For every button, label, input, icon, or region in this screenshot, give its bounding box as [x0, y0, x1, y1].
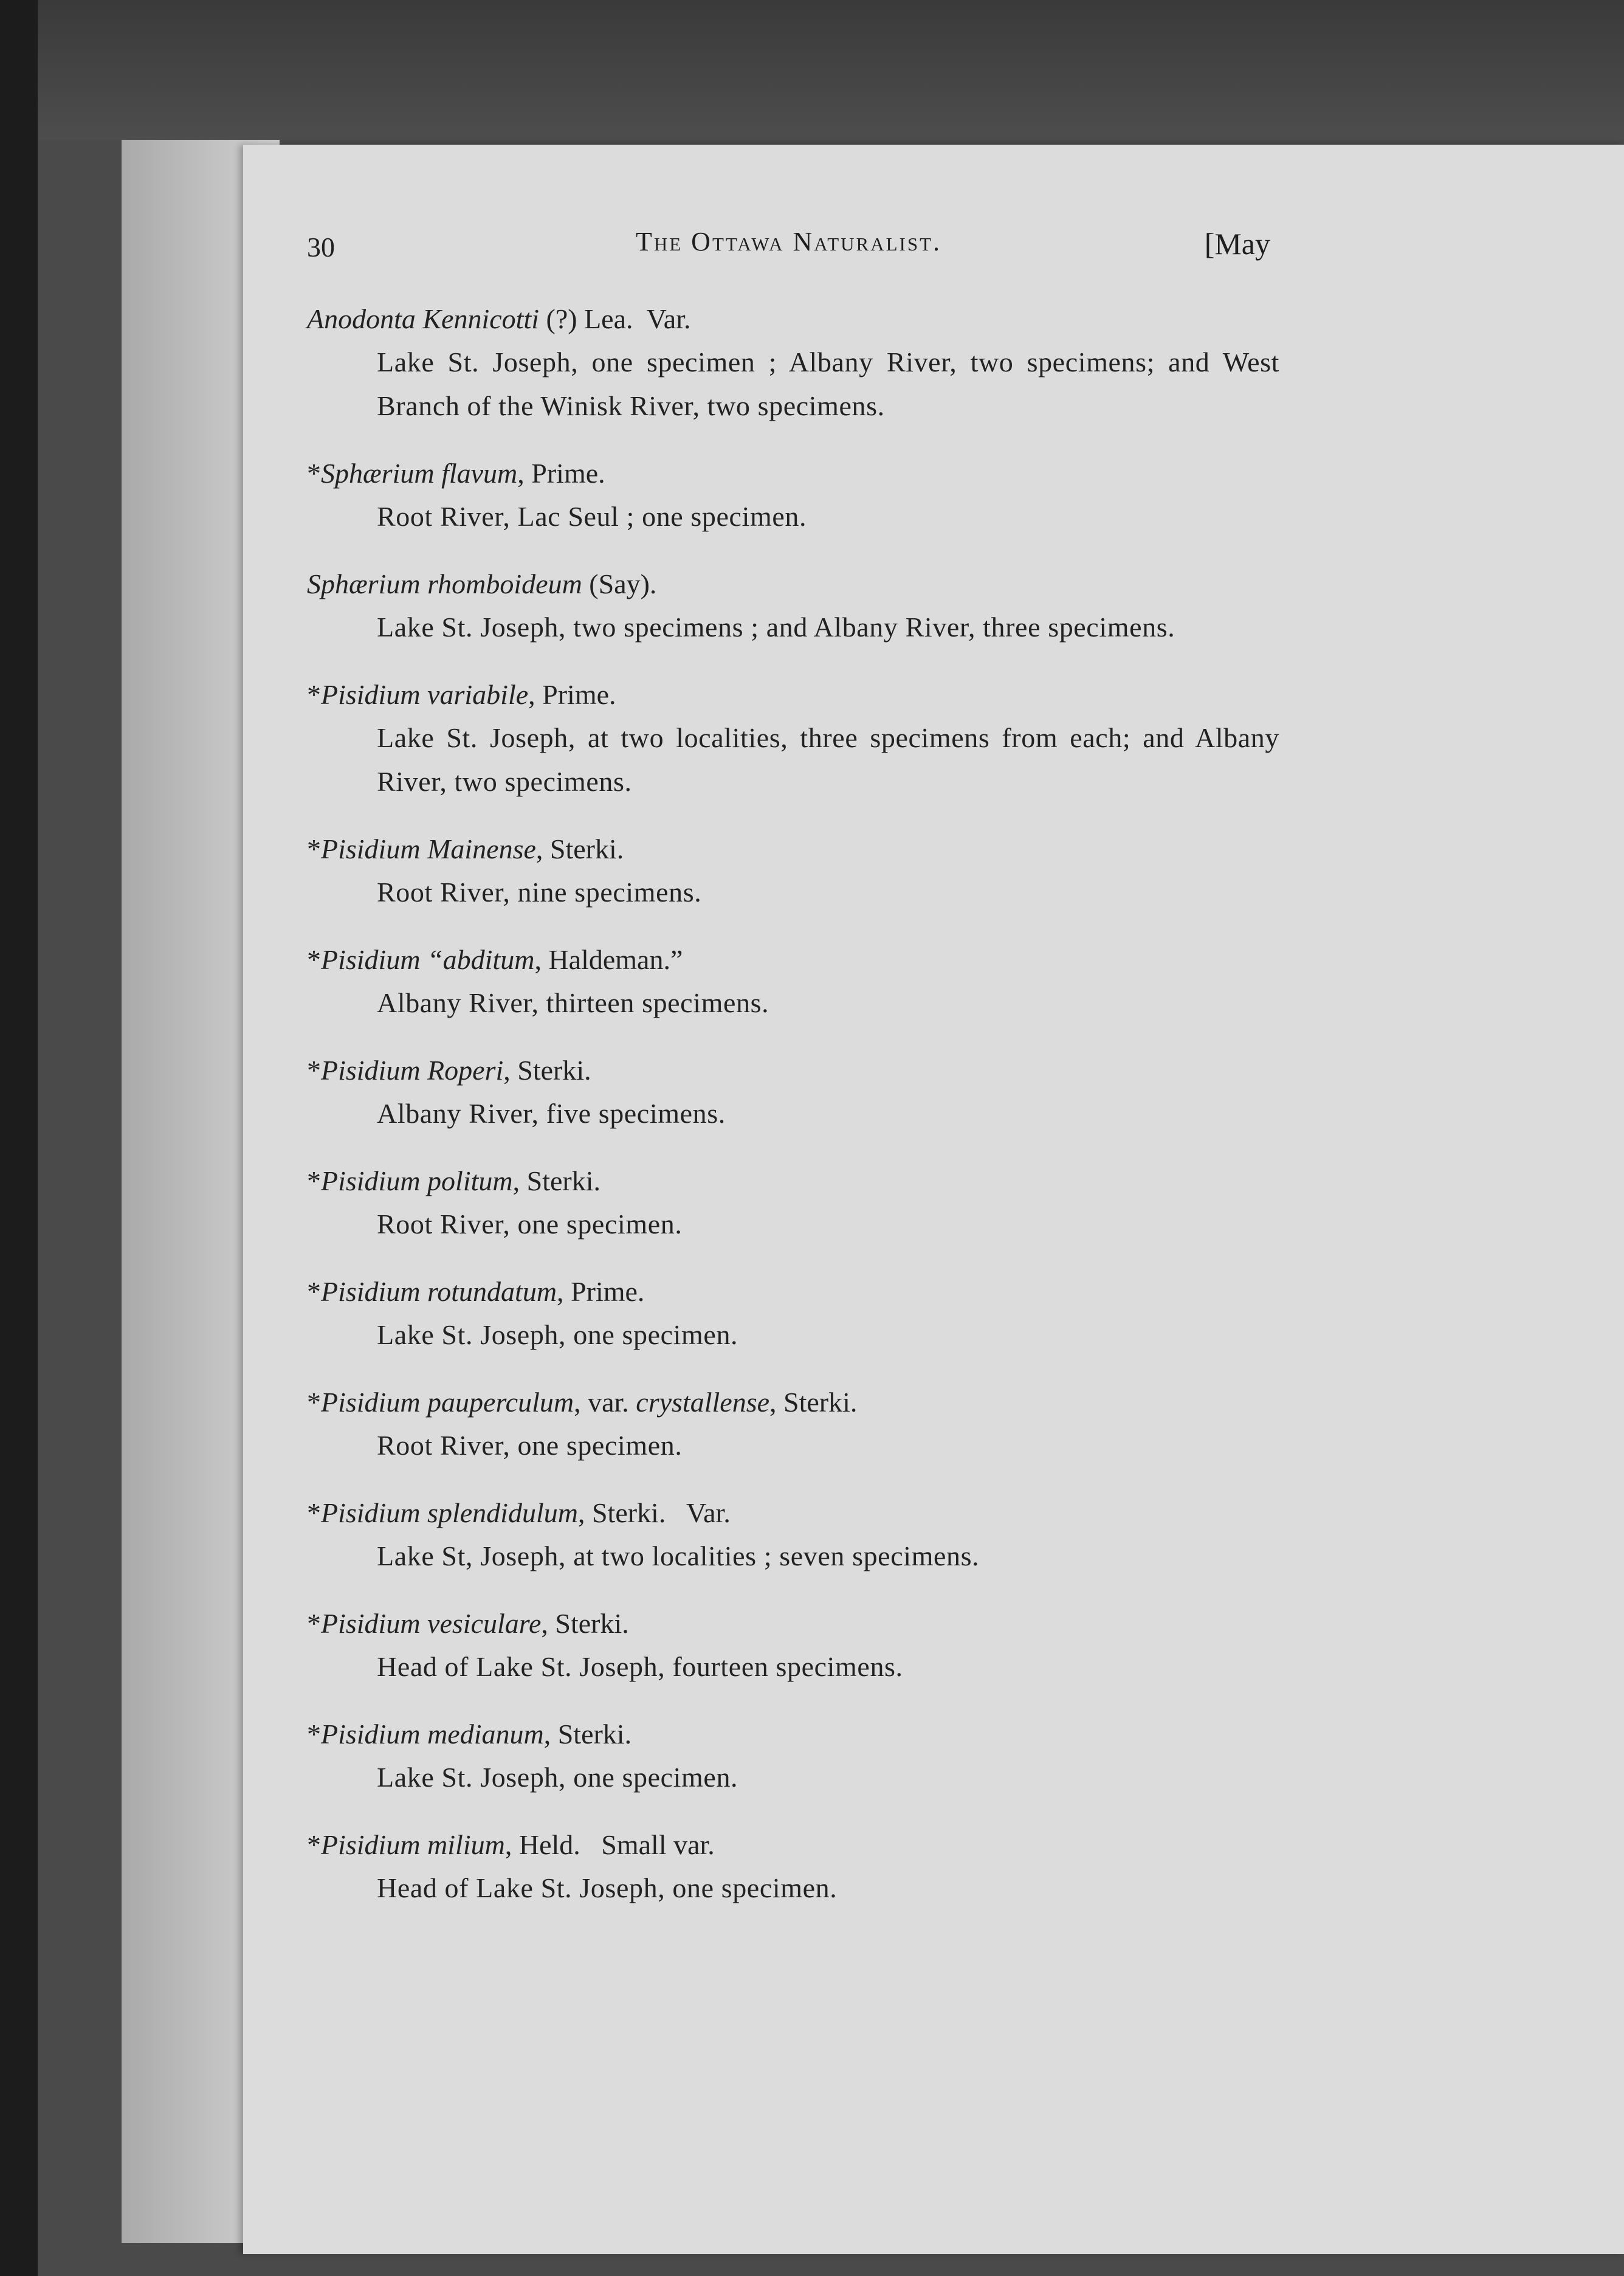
species-heading: [307, 1160, 1279, 1202]
species-authority: , Sterki. Var.: [577, 1497, 731, 1528]
species-entry: [307, 1492, 1279, 1578]
species-authority: , Sterki.: [512, 1165, 601, 1196]
locality-note: Lake St. Joseph, at two localities, three specimens from each; and Albany River, two specimens.: [377, 722, 1279, 797]
new-record-mark: *: [307, 1055, 321, 1086]
new-record-mark: *: [307, 1165, 321, 1196]
species-entry: [307, 1602, 1279, 1689]
species-name: Pisidium Mainense: [321, 833, 536, 864]
locality-note: Lake St. Joseph, one specimen.: [377, 1319, 738, 1350]
species-authority: , Prime.: [528, 679, 616, 710]
species-entry: [307, 563, 1279, 649]
species-authority: , Prime.: [557, 1276, 645, 1307]
species-name: Pisidium splendidulum: [321, 1497, 578, 1528]
running-title: The Ottawa Naturalist.: [635, 227, 942, 257]
species-name: Sphærium flavum: [321, 458, 518, 489]
species-entry: [307, 452, 1279, 539]
species-entry: [307, 674, 1279, 804]
scanner-edge: [0, 0, 38, 2276]
new-record-mark: *: [307, 679, 321, 710]
locality-note: Lake St, Joseph, at two localities ; seven specimens.: [377, 1540, 980, 1571]
species-entry: [307, 828, 1279, 914]
new-record-mark: *: [307, 1497, 321, 1528]
locality-note: Root River, one specimen.: [377, 1209, 683, 1240]
species-entry: [307, 1381, 1279, 1467]
species-authority: , Held. Small var.: [504, 1829, 715, 1860]
species-authority: , Sterki.: [541, 1608, 629, 1639]
locality-note: Lake St. Joseph, two specimens ; and Albany River, three specimens.: [377, 612, 1175, 643]
new-record-mark: *: [307, 1387, 321, 1418]
species-name: Pisidium rotundatum: [321, 1276, 557, 1307]
species-authority: , Sterki.: [543, 1719, 632, 1750]
species-entry: [307, 1271, 1279, 1357]
page-header: [307, 226, 1270, 275]
new-record-mark: *: [307, 1608, 321, 1639]
species-name: Pisidium milium: [321, 1829, 505, 1860]
locality-note: Root River, one specimen.: [377, 1430, 683, 1461]
species-entry: [307, 1049, 1279, 1136]
species-heading: [307, 674, 1279, 716]
header-month: [May: [1204, 227, 1270, 261]
species-name: Pisidium pauperculum: [321, 1387, 574, 1418]
species-name: Pisidium Roperi: [321, 1055, 504, 1086]
page-number: 30: [307, 232, 335, 263]
variety-name: crystallense: [636, 1387, 770, 1418]
locality-note: Albany River, five specimens.: [377, 1098, 726, 1129]
new-record-mark: *: [307, 1829, 321, 1860]
locality-note: Head of Lake St. Joseph, fourteen specimens.: [377, 1651, 903, 1682]
locality-note: Albany River, thirteen specimens.: [377, 987, 769, 1018]
new-record-mark: *: [307, 458, 321, 489]
species-entry: [307, 1160, 1279, 1246]
locality-note: Lake St. Joseph, one specimen ; Albany River, two specimens; and West Branch of the Winisk River, two specimens.: [377, 347, 1279, 421]
locality-note: Lake St. Joseph, one specimen.: [377, 1762, 738, 1793]
species-heading: [307, 1049, 1279, 1092]
species-heading: [307, 828, 1279, 871]
species-heading: [307, 452, 1279, 495]
variety-authority: , Sterki.: [769, 1387, 858, 1418]
species-name: Pisidium vesiculare: [321, 1608, 542, 1639]
species-authority: , Haldeman.”: [534, 944, 683, 975]
species-heading: [307, 298, 1279, 340]
species-name: Pisidium variabile: [321, 679, 529, 710]
species-entry: [307, 1824, 1279, 1910]
species-entry: [307, 939, 1279, 1025]
locality-note: Root River, nine specimens.: [377, 877, 702, 908]
locality-note: Head of Lake St. Joseph, one specimen.: [377, 1872, 838, 1903]
species-entry: [307, 298, 1279, 428]
locality-note: Root River, Lac Seul ; one specimen.: [377, 501, 807, 532]
species-authority: (Say).: [582, 568, 657, 599]
new-record-mark: *: [307, 944, 321, 975]
species-name: Pisidium politum: [321, 1165, 513, 1196]
species-name: Pisidium medianum: [321, 1719, 544, 1750]
species-heading: [307, 1713, 1279, 1756]
scan-background: [38, 0, 1624, 140]
species-authority: , Sterki.: [503, 1055, 591, 1086]
species-heading: [307, 563, 1279, 605]
species-name: Pisidium “abditum: [321, 944, 535, 975]
species-name: Sphærium rhomboideum: [307, 568, 582, 599]
species-heading: [307, 939, 1279, 981]
species-entry: [307, 1713, 1279, 1799]
species-heading: [307, 1271, 1279, 1313]
species-list: [307, 298, 1279, 1934]
species-heading: [307, 1381, 1279, 1424]
new-record-mark: *: [307, 1276, 321, 1307]
species-authority: , Prime.: [517, 458, 605, 489]
species-authority: (?) Lea. Var.: [539, 303, 691, 334]
species-heading: [307, 1492, 1279, 1534]
species-authority: , Sterki.: [535, 833, 624, 864]
species-name: Anodonta Kennicotti: [307, 303, 540, 334]
new-record-mark: *: [307, 833, 321, 864]
species-heading: [307, 1824, 1279, 1866]
species-heading: [307, 1602, 1279, 1645]
species-authority: , var.: [574, 1387, 636, 1418]
new-record-mark: *: [307, 1719, 321, 1750]
